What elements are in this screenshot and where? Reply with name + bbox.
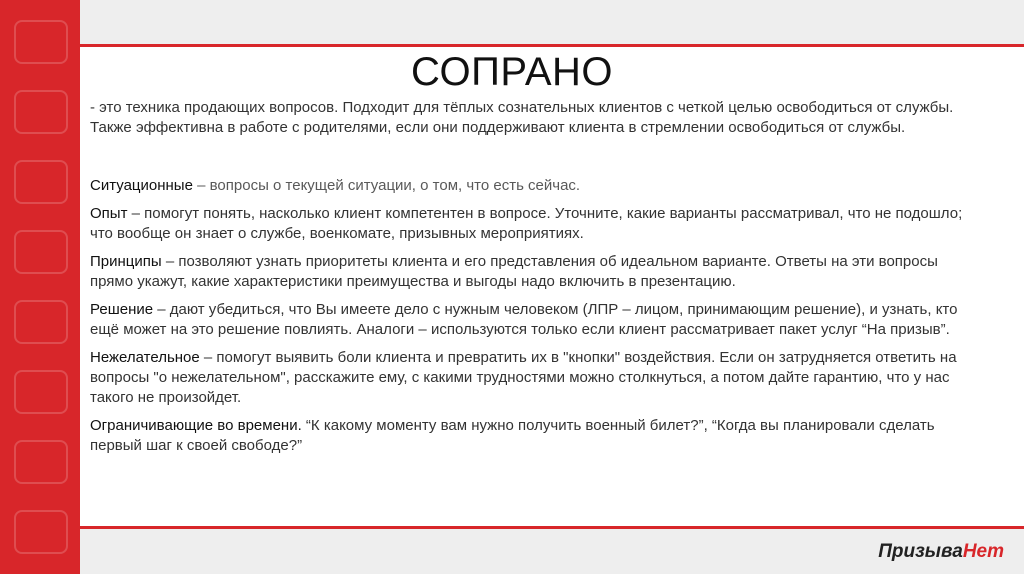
item-undesirable: [90, 348, 970, 408]
brand-logo-part2: Нет: [962, 541, 1004, 562]
item-term: Решение: [90, 301, 154, 318]
item-situational: [90, 176, 970, 196]
top-decor-band: [80, 0, 1024, 44]
tag-doodle-icon: [14, 230, 68, 274]
item-text: “К какому моменту вам нужно получить военный билет?”, “Когда вы планировали сделать первый шаг к своей свободе?”: [90, 417, 935, 454]
ticket-doodle-icon: [14, 370, 68, 414]
item-term: Нежелательное: [90, 349, 200, 366]
brand-logo: [878, 541, 1004, 563]
intro-paragraph: - это техника продающих вопросов. Подходит для тёплых сознательных клиентов с четкой целью освободиться от службы. Также эффективна в работе с родителями, если они поддерживают клиента в стремлении освободиться от службы.: [90, 99, 954, 136]
slide-title: СОПРАНО: [410, 50, 614, 94]
envelope-doodle-icon: [14, 440, 68, 484]
brand-logo-part1: Призыва: [878, 541, 963, 562]
item-text: – помогут понять, насколько клиент компетентен в вопросе. Уточните, какие варианты рассматривал, что не подошло; что вообще он знает о службе, военкомате, призывных мероприятиях.: [90, 205, 963, 242]
percent-doodle-icon: [14, 510, 68, 554]
item-experience: [90, 204, 970, 244]
bottom-divider: [80, 526, 1024, 529]
item-time-limited: [90, 416, 970, 456]
chat-doodle-icon: [14, 300, 68, 344]
item-text: – помогут выявить боли клиента и превратить их в "кнопки" воздействия. Если он затрудняется ответить на вопросы "о нежелательном", расскажите ему, с какими трудностями можно столкнуться, а потом дайте гарантию, что у нас такого не произойдет.: [90, 349, 957, 406]
item-term: Принципы: [90, 253, 162, 270]
item-principles: [90, 252, 970, 292]
top-divider: [80, 44, 1024, 47]
ticket-doodle-icon: [14, 90, 68, 134]
item-term: Ситуационные: [90, 177, 193, 194]
item-decision: [90, 300, 970, 340]
item-text: – вопросы о текущей ситуации, о том, что есть сейчас.: [192, 177, 581, 194]
item-text: – позволяют узнать приоритеты клиента и его представления об идеальном варианте. Ответы на эти вопросы прямо укажут, какие характеристики преимущества и выгоды надо включить в презентацию.: [90, 253, 938, 290]
percent-doodle-icon: [14, 160, 68, 204]
item-term: Опыт: [90, 205, 128, 222]
item-term: Ограничивающие во времени.: [90, 417, 302, 434]
item-text: – дают убедиться, что Вы имеете дело с нужным человеком (ЛПР – лицом, принимающим решение), и узнать, кто ещё может на это решение повлиять. Аналоги – используются только если клиент рассматривает пакет услуг “На призыв”.: [90, 301, 958, 338]
slide-body: [90, 98, 970, 464]
